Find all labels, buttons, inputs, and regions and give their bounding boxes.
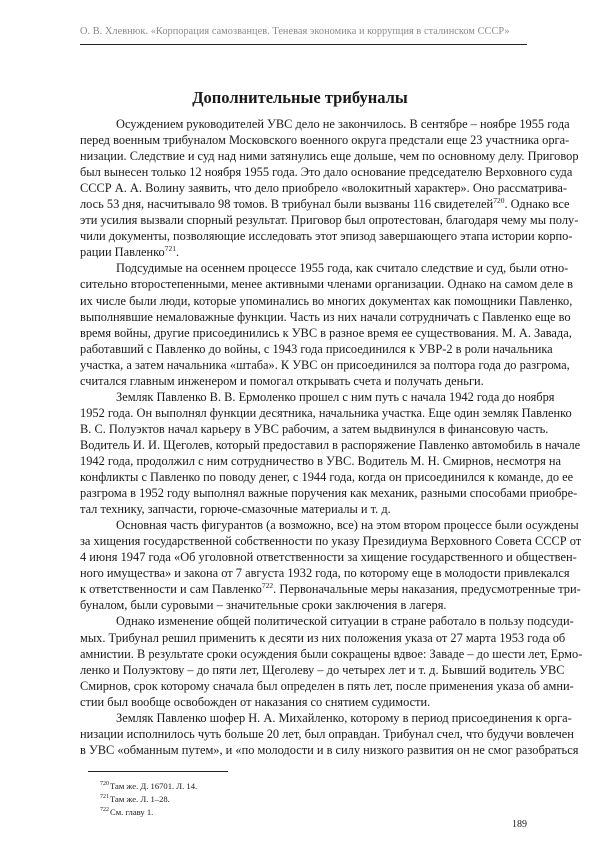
text-run: тал технику, запчасти, горюче-смазочные материалы и т. д. xyxy=(80,502,391,517)
page-number: 189 xyxy=(512,819,527,830)
text-run: Водитель И. И. Щеголев, который предоставил в распоряжение Павленко автомобиль в начале xyxy=(80,437,581,452)
text-run: чили документы, позволяющие исследовать этот эпизод завершающего этапа истории корпо- xyxy=(80,229,573,244)
text-run: к ответственности и сам Павленко xyxy=(80,582,262,597)
text-line xyxy=(80,694,527,710)
text-line xyxy=(80,212,579,228)
text-line xyxy=(80,678,574,694)
text-run: конфликты с Павленко по поводу денег, с 1944 года, когда он присоединился к команде, до ее xyxy=(80,470,574,485)
text-line xyxy=(80,485,578,501)
text-line xyxy=(80,293,573,309)
footnote-number: 722 xyxy=(100,807,109,813)
paragraph xyxy=(80,389,581,517)
text-run: . Однако все xyxy=(504,197,570,212)
text-line xyxy=(80,549,577,565)
text-run: считался главным инженером и помогал открывать счета и получать деньги. xyxy=(80,373,484,388)
footnote xyxy=(100,806,197,819)
text-line xyxy=(80,421,549,437)
text-line xyxy=(80,501,527,517)
text-run: Подсудимые на осеннем процессе 1955 года, как считало следствие и суд, были отно- xyxy=(116,261,569,276)
footnotes xyxy=(100,780,197,819)
text-line xyxy=(80,405,572,421)
text-run: В. С. Полуэктов начал карьеру в УВС рабочим, а затем выдвинулся в финансовую часть. xyxy=(80,421,549,436)
text-line xyxy=(80,533,582,549)
text-line xyxy=(80,228,573,244)
text-run: 4 июня 1947 года «Об уголовной ответственности за хищение государственного и обществен- xyxy=(80,550,577,565)
text-line xyxy=(80,309,571,325)
text-run: 1952 года. Он выполнял функции десятника, начальника участка. Еще один земляк Павленко xyxy=(80,405,572,420)
footnote-text: Там же. Д. 16701. Л. 14. xyxy=(110,781,198,791)
text-line xyxy=(80,116,570,132)
text-line xyxy=(80,581,581,597)
paragraph xyxy=(80,710,579,758)
text-run: Осуждением руководителей УВС дело не закончилось. В сентябре – ноябре 1955 года xyxy=(116,117,570,131)
text-line xyxy=(80,453,562,469)
text-run: СССР А. А. Волину заявить, что дело приобрело «волокитный характер». Оно рассматрива- xyxy=(80,181,568,196)
text-run: эти усилия вызвали спорный результат. Приговор был опротестован, благодаря чему мы полу- xyxy=(80,213,579,228)
text-run: Однако изменение общей политической ситуации в стране работало в пользу подсуди- xyxy=(116,614,574,629)
text-line xyxy=(80,517,579,533)
text-run: был вынесен только 12 ноября 1955 года. Это дало основание председателю Верховного суда xyxy=(80,165,573,180)
text-run: ного имущества» и закона от 7 августа 1932 года, по которому еще в молодости привлекался xyxy=(80,566,570,581)
paragraph xyxy=(80,613,583,709)
footnote-ref[interactable]: 721 xyxy=(164,244,176,254)
footnote-ref[interactable]: 720 xyxy=(493,196,505,206)
text-run: 1942 года, продолжил с ним сотрудничество в УВС. Водитель М. Н. Смирнов, несмотря на xyxy=(80,453,562,468)
header-rule xyxy=(80,44,527,45)
text-line xyxy=(80,244,527,260)
body-text xyxy=(80,116,583,758)
text-run: Земляк Павленко В. В. Ермоленко прошел с ним путь с начала 1942 года до ноября xyxy=(116,389,555,404)
text-run: время войны, другие присоединились к УВС в разное время ее существования. М. А. Завада, xyxy=(80,325,572,340)
text-run: сительно второстепенными, менее активными членами организации. Однако на самом деле в xyxy=(80,277,573,292)
text-run: участка, а затем начальника «штаба». К УВС он присоединился за полтора года до разгрома, xyxy=(80,357,570,372)
text-line xyxy=(80,196,570,212)
text-run: амнистии. В результате сроки осуждения были сокращены вдвое: Заваде – до шести лет, Ермо- xyxy=(80,646,583,661)
paragraph xyxy=(80,517,582,613)
text-line xyxy=(80,132,570,148)
text-line xyxy=(80,325,572,341)
text-line xyxy=(80,597,527,613)
text-line xyxy=(80,630,566,646)
text-line xyxy=(80,726,574,742)
text-line xyxy=(80,164,573,180)
text-line xyxy=(80,710,572,726)
footnote-rule xyxy=(88,771,228,772)
text-line xyxy=(80,469,574,485)
text-run: их числе были люди, которые упоминались во многих документах как помощники Павленко, xyxy=(80,293,573,308)
footnote-number: 721 xyxy=(100,794,109,800)
text-run: разгрома в 1952 году выполнял важные поручения как механик, разными способами приобре- xyxy=(80,486,578,501)
text-run: рации Павленко xyxy=(80,245,165,260)
text-line xyxy=(80,646,583,662)
text-run: ленко и Полуэктову – до пяти лет, Щеголеву – до четырех лет и т. д. Бывший водитель УВС xyxy=(80,662,565,677)
text-line xyxy=(80,341,553,357)
text-line xyxy=(80,437,581,453)
paragraph xyxy=(80,116,579,260)
text-run: выполнявшие немаловажные функции. Часть из них начали сотрудничать с Павленко еще во xyxy=(80,309,571,324)
text-line xyxy=(80,260,569,276)
text-line xyxy=(80,389,555,405)
text-line xyxy=(80,742,579,758)
text-line xyxy=(80,565,570,581)
text-run: низации. Следствие и суд над ними затянулись еще дольше, чем по основному делу. Приговор xyxy=(80,149,579,164)
text-run: лось 53 дня, насчитывало 98 томов. В трибунал были вызваны 116 свидетелей xyxy=(80,197,494,212)
section-title: Дополнительные трибуналы xyxy=(192,88,408,107)
footnote xyxy=(100,780,197,793)
text-run: Смирнов, срок которому сначала был определен в пять лет, после применения указа об амни- xyxy=(80,678,574,693)
text-run: работавший с Павленко до войны, с 1943 года присоединился к УВР-2 в роли начальника xyxy=(80,341,553,356)
text-line xyxy=(80,148,579,164)
text-run: . xyxy=(175,245,180,260)
text-run: Основная часть фигурантов (а возможно, все) на этом втором процессе были осуждены xyxy=(116,518,579,533)
footnote-text: См. главу 1. xyxy=(110,807,154,817)
text-line xyxy=(80,613,574,629)
text-line xyxy=(80,180,568,196)
text-run: перед военным трибуналом Московского военного округа предстали еще 23 участника орга- xyxy=(80,133,570,148)
footnote-text: Там же. Л. 1–28. xyxy=(110,794,170,804)
footnote-number: 720 xyxy=(100,781,109,787)
text-run: мых. Трибунал решил применить к десяти из них положения указа от 27 марта 1953 года об xyxy=(80,630,566,645)
text-run: стии был вообще освобожден от наказания со снятием судимости. xyxy=(80,694,431,709)
text-run: низации исполнилось чуть больше 20 лет, был оправдан. Трибунал счел, что будучи вовлечен xyxy=(80,726,574,741)
text-run: в УВС «обманным путем», и «по молодости и в силу низкого развития он не смог разобраться xyxy=(80,742,579,757)
text-line xyxy=(80,662,565,678)
text-run: за хищения государственной собственности по указу Президиума Верховного Совета СССР от xyxy=(80,534,582,549)
text-run: . Первоначальные меры наказания, предусмотренные три- xyxy=(273,582,581,597)
running-head: О. В. Хлевнюк. «Корпорация самозванцев. Теневая экономика и коррупция в сталинском СССР» xyxy=(80,26,510,37)
footnote-ref[interactable]: 722 xyxy=(261,581,274,591)
paragraph xyxy=(80,260,573,388)
text-run: буналом, были суровыми – значительные сроки заключения в лагеря. xyxy=(80,598,447,613)
text-line xyxy=(80,276,573,292)
text-line xyxy=(80,357,570,373)
text-run: Земляк Павленко шофер Н. А. Михайленко, которому в период присоединения к орга- xyxy=(116,710,572,725)
text-line xyxy=(80,373,527,389)
footnote xyxy=(100,793,197,806)
